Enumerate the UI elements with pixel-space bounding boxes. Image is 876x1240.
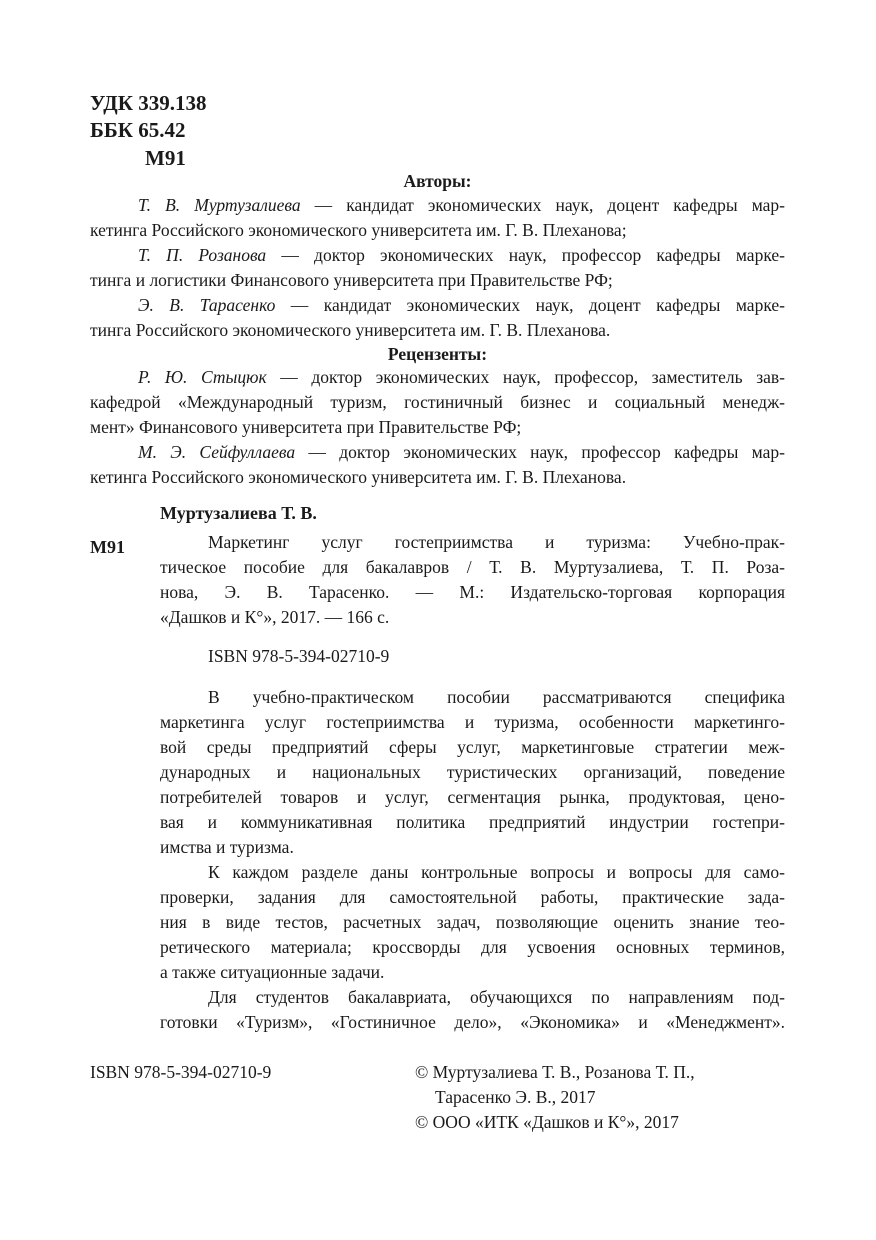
abstract-line: проверки, задания для самостоятельной работы, практические зада-	[160, 887, 785, 907]
reviewer-desc-cont: мент» Финансового университета при Правительстве РФ;	[90, 417, 522, 437]
reviewer-name: Р. Ю. Стыцюк	[138, 367, 267, 387]
footer-isbn: ISBN 978-5-394-02710-9	[90, 1062, 272, 1082]
author-mark: М91	[145, 146, 186, 170]
authors-heading: Авторы:	[403, 171, 472, 191]
abstract	[160, 685, 785, 1035]
author-desc: — кандидат экономических наук, доцент кафедры марке-	[275, 295, 785, 315]
copyright-line: © ООО «ИТК «Дашков и К°», 2017	[415, 1112, 679, 1132]
catalog-isbn: ISBN 978-5-394-02710-9	[208, 646, 390, 666]
catalog-main-author: Муртузалиева Т. В.	[160, 503, 317, 523]
author-entry	[90, 193, 785, 218]
abstract-line: вая и коммуникативная политика предприятий индустрии гостепри-	[160, 812, 785, 832]
udk-code: УДК 339.138	[90, 91, 207, 115]
author-desc: — кандидат экономических наук, доцент кафедры мар-	[300, 195, 785, 215]
author-name: Э. В. Тарасенко	[138, 295, 276, 315]
copyright-line: © Муртузалиева Т. В., Розанова Т. П.,	[415, 1062, 695, 1082]
author-name: Т. В. Муртузалиева	[138, 195, 301, 215]
bbk-code: ББК 65.42	[90, 118, 186, 142]
reviewer-desc: — доктор экономических наук, профессор кафедры мар-	[295, 442, 785, 462]
reviewer-desc-cont: кафедрой «Международный туризм, гостиничный бизнес и социальный менедж-	[90, 392, 785, 412]
author-desc-cont: тинга Российского экономического университета им. Г. В. Плеханова.	[90, 320, 611, 340]
abstract-line: ретического материала; кроссворды для усвоения основных терминов,	[160, 937, 785, 957]
author-desc-cont: кетинга Российского экономического университета им. Г. В. Плеханова;	[90, 220, 627, 240]
author-desc-cont: тинга и логистики Финансового университета при Правительстве РФ;	[90, 270, 613, 290]
reviewer-desc: — доктор экономических наук, профессор, заместитель зав-	[266, 367, 785, 387]
reviewer-name: М. Э. Сейфуллаева	[138, 442, 296, 462]
copyright-block	[415, 1060, 695, 1135]
abstract-line: ния в виде тестов, расчетных задач, позволяющие оценить знание тео-	[160, 912, 785, 932]
abstract-line: имства и туризма.	[160, 837, 294, 857]
author-entry	[90, 293, 785, 318]
catalog-line: нова, Э. В. Тарасенко. — М.: Издательско-торговая корпорация	[160, 582, 785, 602]
author-name: Т. П. Розанова	[138, 245, 267, 265]
abstract-line: маркетинга услуг гостеприимства и туризма, особенности маркетинго-	[160, 712, 785, 732]
abstract-line: дународных и национальных туристических организаций, поведение	[160, 762, 785, 782]
abstract-line: а также ситуационные задачи.	[160, 962, 385, 982]
abstract-line: Для студентов бакалавриата, обучающихся по направлениям под-	[208, 987, 785, 1007]
abstract-line: готовки «Туризм», «Гостиничное дело», «Экономика» и «Менеджмент».	[160, 1012, 785, 1032]
catalog-mark: М91	[90, 537, 125, 557]
copyright-line: Тарасенко Э. В., 2017	[435, 1087, 596, 1107]
reviewer-entry	[90, 365, 785, 390]
abstract-line: вой среды предприятий сферы услуг, маркетинговые стратегии меж-	[160, 737, 785, 757]
author-desc: — доктор экономических наук, профессор кафедры марке-	[266, 245, 785, 265]
abstract-line: В учебно-практическом пособии рассматриваются специфика	[208, 687, 785, 707]
reviewer-entry	[90, 440, 785, 465]
reviewer-desc-cont: кетинга Российского экономического университета им. Г. В. Плеханова.	[90, 467, 627, 487]
catalog-description	[160, 530, 785, 630]
reviewers-heading: Рецензенты:	[387, 344, 488, 364]
catalog-line: «Дашков и К°», 2017. — 166 с.	[160, 607, 390, 627]
authors-section	[90, 170, 785, 490]
author-entry	[90, 243, 785, 268]
abstract-line: потребителей товаров и услуг, сегментация рынка, продуктовая, цено-	[160, 787, 785, 807]
abstract-line: К каждом разделе даны контрольные вопросы и вопросы для само-	[208, 862, 785, 882]
catalog-line: тическое пособие для бакалавров / Т. В. Муртузалиева, Т. П. Роза-	[160, 557, 785, 577]
catalog-line: Маркетинг услуг гостеприимства и туризма: Учебно-прак-	[208, 532, 785, 552]
